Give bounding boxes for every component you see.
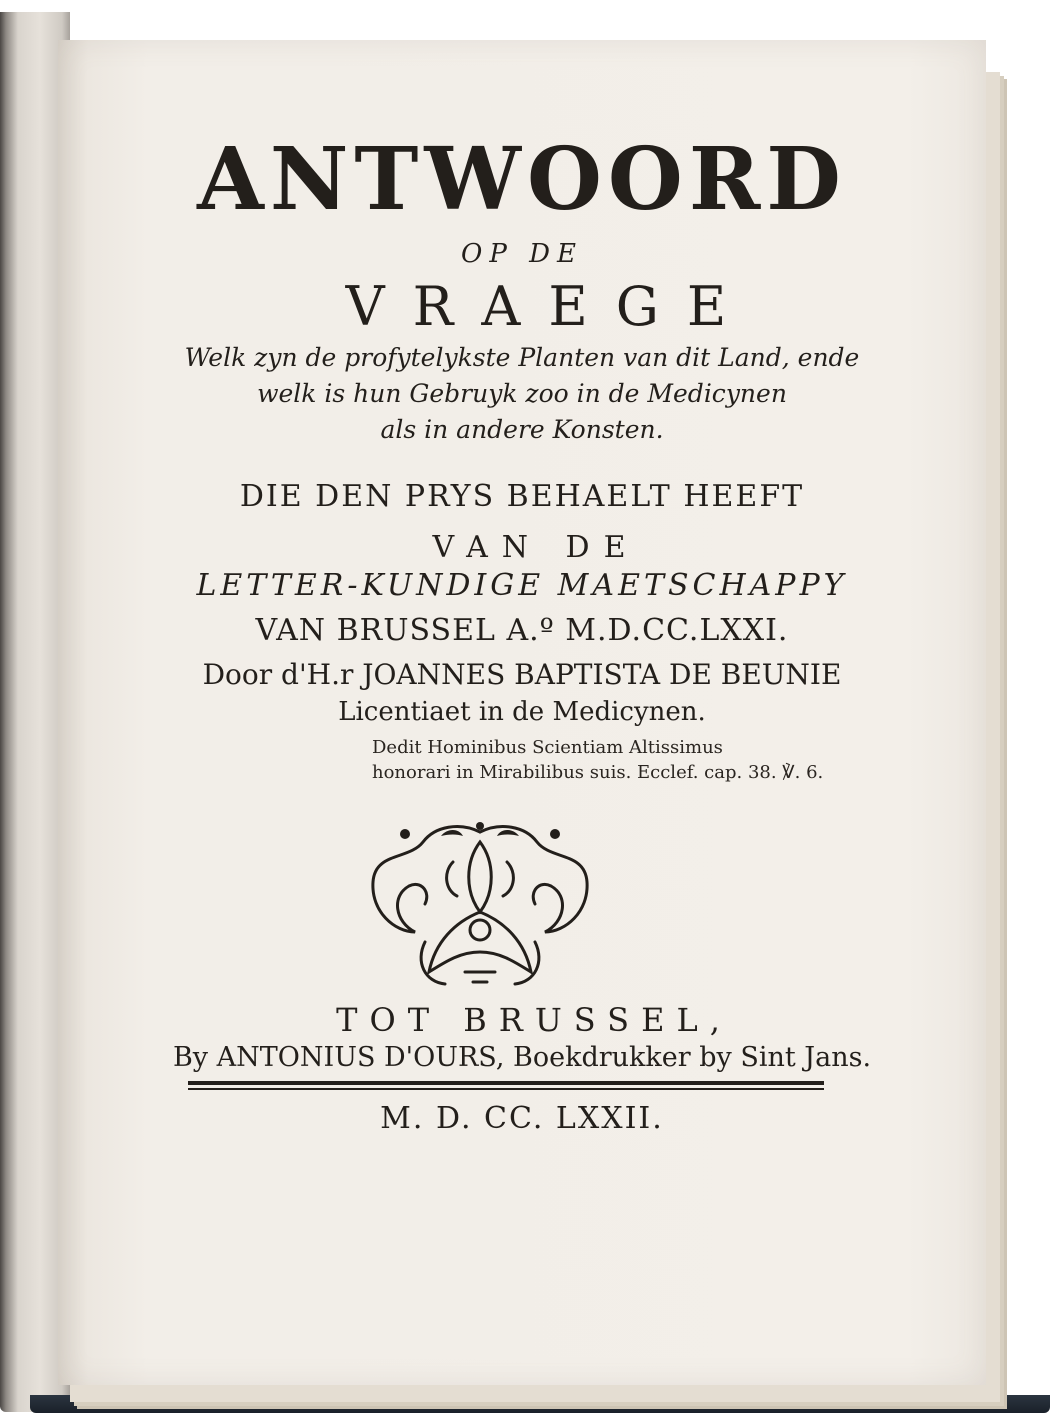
question-line: Welk zyn de profytelykste Planten van dit Land, ende	[184, 343, 860, 372]
double-rule-top	[188, 1081, 824, 1085]
subtitle-op-de: OP DE	[461, 239, 583, 269]
motto-line: honorari in Mirabilibus suis. Ecclef. cap. 38. ℣. 6.	[372, 762, 824, 783]
question-text	[58, 340, 986, 448]
imprint-year: M. D. CC. LXXII.	[380, 1101, 664, 1136]
subtitle-vraege: VRAEGE	[345, 275, 755, 338]
book-title: ANTWOORD	[197, 129, 847, 230]
author-line: Door d'H.r JOANNES BAPTISTA DE BEUNIE	[202, 658, 842, 691]
imprint-printer: By ANTONIUS D'OURS, Boekdrukker by Sint Jans.	[172, 1042, 872, 1073]
van-de-line: VAN DE	[432, 530, 640, 565]
question-line: welk is hun Gebruyk zoo in de Medicynen	[257, 379, 787, 408]
city-year-line: VAN BRUSSEL A.º M.D.CC.LXXI.	[255, 613, 789, 648]
licence-line: Licentiaet in de Medicynen.	[338, 697, 706, 727]
motto	[372, 735, 823, 785]
motto-line: Dedit Hominibus Scientiam Altissimus	[372, 737, 723, 758]
printers-ornament-icon	[365, 812, 595, 992]
imprint-place: TOT BRUSSEL,	[336, 1001, 732, 1039]
question-line: als in andere Konsten.	[380, 415, 664, 444]
society-name: LETTER-KUNDIGE MAETSCHAPPY	[196, 568, 848, 603]
double-rule-bottom	[188, 1088, 824, 1090]
prize-line: DIE DEN PRYS BEHAELT HEEFT	[239, 479, 805, 514]
